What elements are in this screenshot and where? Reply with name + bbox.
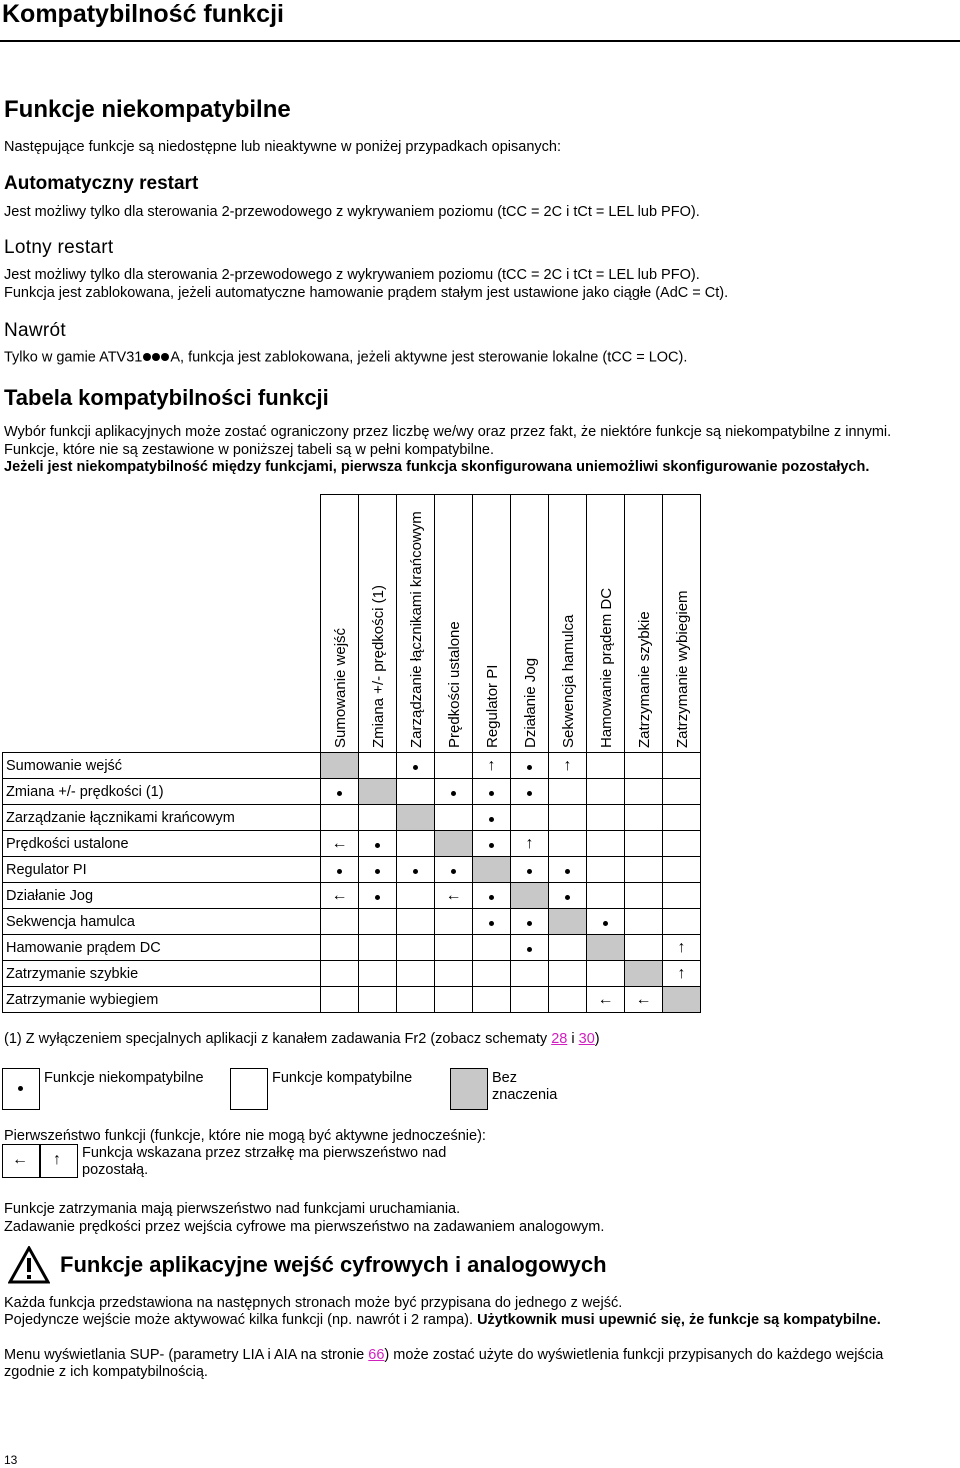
incompatible-dot-icon — [527, 869, 532, 874]
note-line1: Funkcje zatrzymania mają pierwszeństwo nad funkcjami uruchamiania. — [4, 1201, 461, 1217]
row-header: Zatrzymanie wybiegiem — [3, 987, 321, 1013]
heading-reverse: Nawrót — [4, 320, 66, 341]
table-cell-compatible — [549, 831, 587, 857]
reverse-text — [4, 349, 687, 366]
table-cell-compatible — [397, 909, 435, 935]
incompatible-dot-icon — [565, 869, 570, 874]
priority-left-arrow-icon: ← — [597, 991, 614, 1008]
priority-up-arrow-icon: ↑ — [525, 835, 534, 852]
column-header — [587, 495, 625, 753]
table-cell-priority-left — [321, 831, 359, 857]
table-cell-compatible — [321, 909, 359, 935]
app-link-66[interactable]: 66 — [368, 1347, 385, 1363]
table-cell-compatible — [663, 909, 701, 935]
footnote-link-30[interactable]: 30 — [578, 1031, 595, 1047]
table-cell-compatible — [435, 909, 473, 935]
legend-na-box — [450, 1068, 488, 1110]
reverse-text-b: A, funkcja jest zablokowana, jeżeli aktywne jest sterowanie lokalne (tCC = LOC). — [170, 349, 688, 366]
legend-compatible-box — [230, 1068, 268, 1110]
table-cell-compatible — [549, 961, 587, 987]
priority-left-arrow-icon: ← — [12, 1151, 28, 1168]
app-text3-a: Menu wyświetlania SUP- (parametry LIA i AIA na stronie — [4, 1347, 369, 1363]
table-row — [3, 831, 701, 857]
compatibility-table — [2, 494, 701, 1013]
table-cell-priority-up — [663, 961, 701, 987]
incompatible-dot-icon — [489, 921, 494, 926]
table-cell-na — [473, 857, 511, 883]
table-row — [3, 753, 701, 779]
table-cell-compatible — [473, 935, 511, 961]
row-header: Zatrzymanie szybkie — [3, 961, 321, 987]
auto-restart-text: Jest możliwy tylko dla sterowania 2-przewodowego z wykrywaniem poziomu (tCC = 2C i tCt = LEL lub PFO). — [4, 204, 700, 220]
table-cell-compatible — [625, 909, 663, 935]
legend-na-line2: znaczenia — [492, 1087, 558, 1103]
table-cell-compatible — [321, 805, 359, 831]
table-cell-compatible — [473, 961, 511, 987]
table-cell-compatible — [549, 935, 587, 961]
priority-left-arrow-icon: ← — [635, 991, 652, 1008]
footnote-prefix: (1) Z wyłączeniem specjalnych aplikacji z kanałem zadawania Fr2 (zobacz schematy — [4, 1031, 552, 1047]
table-cell-incompatible — [473, 883, 511, 909]
table-cell-compatible — [663, 831, 701, 857]
table-cell-incompatible — [473, 779, 511, 805]
table-cell-compatible — [321, 935, 359, 961]
column-header — [397, 495, 435, 753]
legend-na-line1: Bez — [492, 1070, 517, 1086]
column-header-label: Hamowanie prądem DC — [598, 587, 615, 748]
column-header-label: Sumowanie wejść — [332, 627, 349, 748]
footnote — [4, 1031, 600, 1048]
table-cell-compatible — [625, 779, 663, 805]
incompatible-dot-icon — [527, 921, 532, 926]
table-cell-compatible — [663, 753, 701, 779]
table-cell-na — [435, 831, 473, 857]
incompatible-dot-icon — [527, 791, 532, 796]
table-cell-compatible — [625, 935, 663, 961]
table-cell-na — [321, 753, 359, 779]
table-cell-compatible — [663, 805, 701, 831]
table-cell-incompatible — [549, 883, 587, 909]
table-cell-compatible — [625, 753, 663, 779]
priority-intro: Pierwszeństwo funkcji (funkcje, które nie mogą być aktywne jednocześnie): — [4, 1128, 486, 1144]
column-header-label: Zmiana +/- prędkości (1) — [370, 585, 387, 748]
footnote-link-28[interactable]: 28 — [551, 1031, 568, 1047]
incompatible-dot-icon — [375, 869, 380, 874]
column-header — [511, 495, 549, 753]
column-header-label: Zatrzymanie szybkie — [636, 611, 653, 748]
table-row — [3, 779, 701, 805]
footnote-mid: i — [567, 1031, 579, 1047]
table-cell-compatible — [473, 987, 511, 1013]
priority-up-arrow-icon: ↑ — [677, 965, 686, 982]
table-cell-na — [663, 987, 701, 1013]
table-cell-na — [587, 935, 625, 961]
table-cell-incompatible — [397, 753, 435, 779]
column-header — [359, 495, 397, 753]
note-line2: Zadawanie prędkości przez wejścia cyfrowe ma pierwszeństwo na zadawaniem analogowym. — [4, 1219, 605, 1235]
flying-restart-text1: Jest możliwy tylko dla sterowania 2-przewodowego z wykrywaniem poziomu (tCC = 2C i tCt = LEL lub PFO). — [4, 267, 700, 283]
table-cell-na — [397, 805, 435, 831]
table-cell-incompatible — [587, 909, 625, 935]
table-cell-priority-up — [663, 935, 701, 961]
heading-flying-restart: Lotny restart — [4, 237, 114, 258]
column-header — [549, 495, 587, 753]
incompatible-dot-icon — [527, 947, 532, 952]
table-cell-compatible — [397, 831, 435, 857]
page-number: 13 — [4, 1453, 18, 1467]
table-cell-compatible — [397, 987, 435, 1013]
row-header: Działanie Jog — [3, 883, 321, 909]
table-cell-compatible — [435, 987, 473, 1013]
table-cell-incompatible — [321, 857, 359, 883]
incompatible-dot-icon — [375, 895, 380, 900]
column-header-label: Prędkości ustalone — [446, 621, 463, 748]
row-header: Zmiana +/- prędkości (1) — [3, 779, 321, 805]
priority-up-box — [40, 1144, 78, 1178]
table-cell-incompatible — [359, 883, 397, 909]
incompatible-dot-icon — [337, 791, 342, 796]
table-cell-incompatible — [511, 935, 549, 961]
table-cell-compatible — [397, 935, 435, 961]
flying-restart-text2: Funkcja jest zablokowana, jeżeli automatyczne hamowanie prądem stałym jest ustawione jako ciągłe (AdC = Ct). — [4, 285, 729, 301]
table-cell-na — [359, 779, 397, 805]
table-cell-compatible — [511, 987, 549, 1013]
table-cell-incompatible — [549, 857, 587, 883]
table-cell-compatible — [397, 779, 435, 805]
table-row — [3, 961, 701, 987]
incompatible-dot-icon — [337, 869, 342, 874]
priority-left-arrow-icon: ← — [331, 887, 348, 904]
incompatible-dot-icon — [18, 1086, 23, 1091]
product-code-dots — [143, 349, 169, 366]
table-text3: Jeżeli jest niekompatybilność między funkcjami, pierwsza funkcja skonfigurowana uniemożliwi skonfigurowanie pozostałych. — [4, 459, 870, 475]
priority-up-arrow-icon: ↑ — [677, 939, 686, 956]
table-cell-incompatible — [473, 831, 511, 857]
app-text1: Każda funkcja przedstawiona na następnych stronach może być przypisana do jednego z wejść. — [4, 1295, 623, 1311]
table-cell-compatible — [435, 753, 473, 779]
footnote-suffix: ) — [594, 1031, 600, 1047]
table-cell-compatible — [587, 831, 625, 857]
table-cell-compatible — [587, 857, 625, 883]
table-cell-compatible — [511, 805, 549, 831]
table-cell-compatible — [625, 831, 663, 857]
table-cell-na — [625, 961, 663, 987]
row-header: Sekwencja hamulca — [3, 909, 321, 935]
table-cell-compatible — [625, 857, 663, 883]
table-cell-incompatible — [435, 779, 473, 805]
table-cell-compatible — [359, 909, 397, 935]
table-cell-compatible — [663, 857, 701, 883]
app-text3 — [4, 1347, 883, 1364]
table-cell-incompatible — [359, 831, 397, 857]
incompatible-dot-icon — [489, 895, 494, 900]
priority-up-arrow-icon: ↑ — [53, 1151, 61, 1168]
incompatible-dot-icon — [413, 765, 418, 770]
priority-line2: pozostałą. — [82, 1162, 149, 1178]
table-cell-incompatible — [473, 909, 511, 935]
table-cell-compatible — [511, 961, 549, 987]
table-cell-compatible — [359, 935, 397, 961]
table-cell-compatible — [435, 805, 473, 831]
column-header-label: Zatrzymanie wybiegiem — [674, 590, 691, 748]
column-header — [321, 495, 359, 753]
incompatible-dot-icon — [489, 817, 494, 822]
priority-left-box — [2, 1144, 40, 1178]
table-cell-compatible — [587, 883, 625, 909]
page-title: Kompatybilność funkcji — [2, 0, 284, 28]
incompatible-dot-icon — [565, 895, 570, 900]
table-cell-incompatible — [397, 857, 435, 883]
priority-line1: Funkcja wskazana przez strzałkę ma pierwszeństwo nad — [82, 1145, 447, 1161]
column-header-label: Zarządzanie łącznikami krańcowym — [408, 511, 425, 748]
table-cell-incompatible — [511, 753, 549, 779]
table-cell-incompatible — [511, 857, 549, 883]
intro-text: Następujące funkcje są niedostępne lub nieaktywne w poniżej przypadkach opisanych: — [4, 139, 561, 155]
table-cell-na — [511, 883, 549, 909]
column-header-label: Sekwencja hamulca — [560, 614, 577, 748]
app-text4: zgodnie z ich kompatybilnością. — [4, 1364, 208, 1380]
heading-compat-table: Tabela kompatybilności funkcji — [4, 385, 329, 410]
table-cell-incompatible — [511, 779, 549, 805]
table-cell-compatible — [663, 883, 701, 909]
table-cell-priority-up — [549, 753, 587, 779]
heading-incompatible: Funkcje niekompatybilne — [4, 96, 291, 123]
table-cell-compatible — [587, 779, 625, 805]
app-text2 — [4, 1312, 881, 1329]
table-cell-compatible — [549, 779, 587, 805]
table-cell-priority-left — [321, 883, 359, 909]
table-cell-priority-left — [435, 883, 473, 909]
row-header: Prędkości ustalone — [3, 831, 321, 857]
row-header: Zarządzanie łącznikami krańcowym — [3, 805, 321, 831]
priority-left-arrow-icon: ← — [331, 835, 348, 852]
table-cell-compatible — [359, 961, 397, 987]
table-cell-incompatible — [435, 857, 473, 883]
incompatible-dot-icon — [489, 791, 494, 796]
incompatible-dot-icon — [413, 869, 418, 874]
column-header — [473, 495, 511, 753]
table-cell-compatible — [359, 805, 397, 831]
table-cell-priority-up — [473, 753, 511, 779]
table-cell-compatible — [587, 753, 625, 779]
heading-auto-restart: Automatyczny restart — [4, 173, 199, 194]
table-cell-compatible — [587, 961, 625, 987]
column-header — [435, 495, 473, 753]
legend-incompatible-label: Funkcje niekompatybilne — [44, 1070, 204, 1086]
table-cell-compatible — [435, 935, 473, 961]
table-cell-incompatible — [511, 909, 549, 935]
table-cell-compatible — [359, 987, 397, 1013]
table-cell-compatible — [435, 961, 473, 987]
table-cell-compatible — [397, 961, 435, 987]
app-text2-b: Użytkownik musi upewnić się, że funkcje są kompatybilne. — [477, 1312, 881, 1328]
legend-incompatible-box — [2, 1068, 40, 1110]
table-cell-priority-up — [511, 831, 549, 857]
table-cell-compatible — [549, 805, 587, 831]
table-text2: Funkcje, które nie są zestawione w poniższej tabeli są w pełni kompatybilne. — [4, 442, 495, 458]
incompatible-dot-icon — [451, 869, 456, 874]
table-row — [3, 805, 701, 831]
column-header-label: Działanie Jog — [522, 657, 539, 748]
app-text3-b: ) może zostać użyte do wyświetlenia funkcji przypisanych do każdego wejścia — [384, 1347, 884, 1363]
column-header-label: Regulator PI — [484, 664, 501, 748]
incompatible-dot-icon — [375, 843, 380, 848]
table-cell-priority-left — [625, 987, 663, 1013]
warning-triangle-icon — [8, 1246, 50, 1284]
table-row — [3, 857, 701, 883]
table-cell-compatible — [359, 753, 397, 779]
reverse-text-a: Tylko w gamie ATV31 — [4, 349, 143, 366]
table-cell-compatible — [625, 805, 663, 831]
column-header — [663, 495, 701, 753]
column-header — [625, 495, 663, 753]
legend-compatible-label: Funkcje kompatybilne — [272, 1070, 413, 1086]
table-cell-compatible — [663, 779, 701, 805]
table-cell-compatible — [321, 987, 359, 1013]
table-cell-compatible — [625, 883, 663, 909]
incompatible-dot-icon — [603, 921, 608, 926]
table-row — [3, 909, 701, 935]
table-cell-na — [549, 909, 587, 935]
table-cell-compatible — [397, 883, 435, 909]
table-cell-compatible — [549, 987, 587, 1013]
row-header: Regulator PI — [3, 857, 321, 883]
table-cell-incompatible — [321, 779, 359, 805]
table-text1: Wybór funkcji aplikacyjnych może zostać ograniczony przez liczbę we/wy oraz przez fakt, że niektóre funkcje są niekompatybilne z innymi. — [4, 424, 892, 440]
table-row — [3, 935, 701, 961]
table-cell-incompatible — [359, 857, 397, 883]
title-rule — [0, 40, 960, 42]
app-text2-a: Pojedyncze wejście może aktywować kilka funkcji (np. nawrót i 2 rampa). — [4, 1312, 478, 1328]
priority-up-arrow-icon: ↑ — [487, 757, 496, 774]
row-header: Hamowanie prądem DC — [3, 935, 321, 961]
table-cell-compatible — [321, 961, 359, 987]
table-corner — [3, 495, 321, 753]
incompatible-dot-icon — [527, 765, 532, 770]
incompatible-dot-icon — [451, 791, 456, 796]
table-cell-compatible — [587, 805, 625, 831]
priority-up-arrow-icon: ↑ — [563, 757, 572, 774]
heading-app-functions: Funkcje aplikacyjne wejść cyfrowych i analogowych — [60, 1252, 607, 1277]
table-row — [3, 883, 701, 909]
priority-left-arrow-icon: ← — [445, 887, 462, 904]
table-cell-priority-left — [587, 987, 625, 1013]
row-header: Sumowanie wejść — [3, 753, 321, 779]
table-cell-incompatible — [473, 805, 511, 831]
incompatible-dot-icon — [489, 843, 494, 848]
table-row — [3, 987, 701, 1013]
